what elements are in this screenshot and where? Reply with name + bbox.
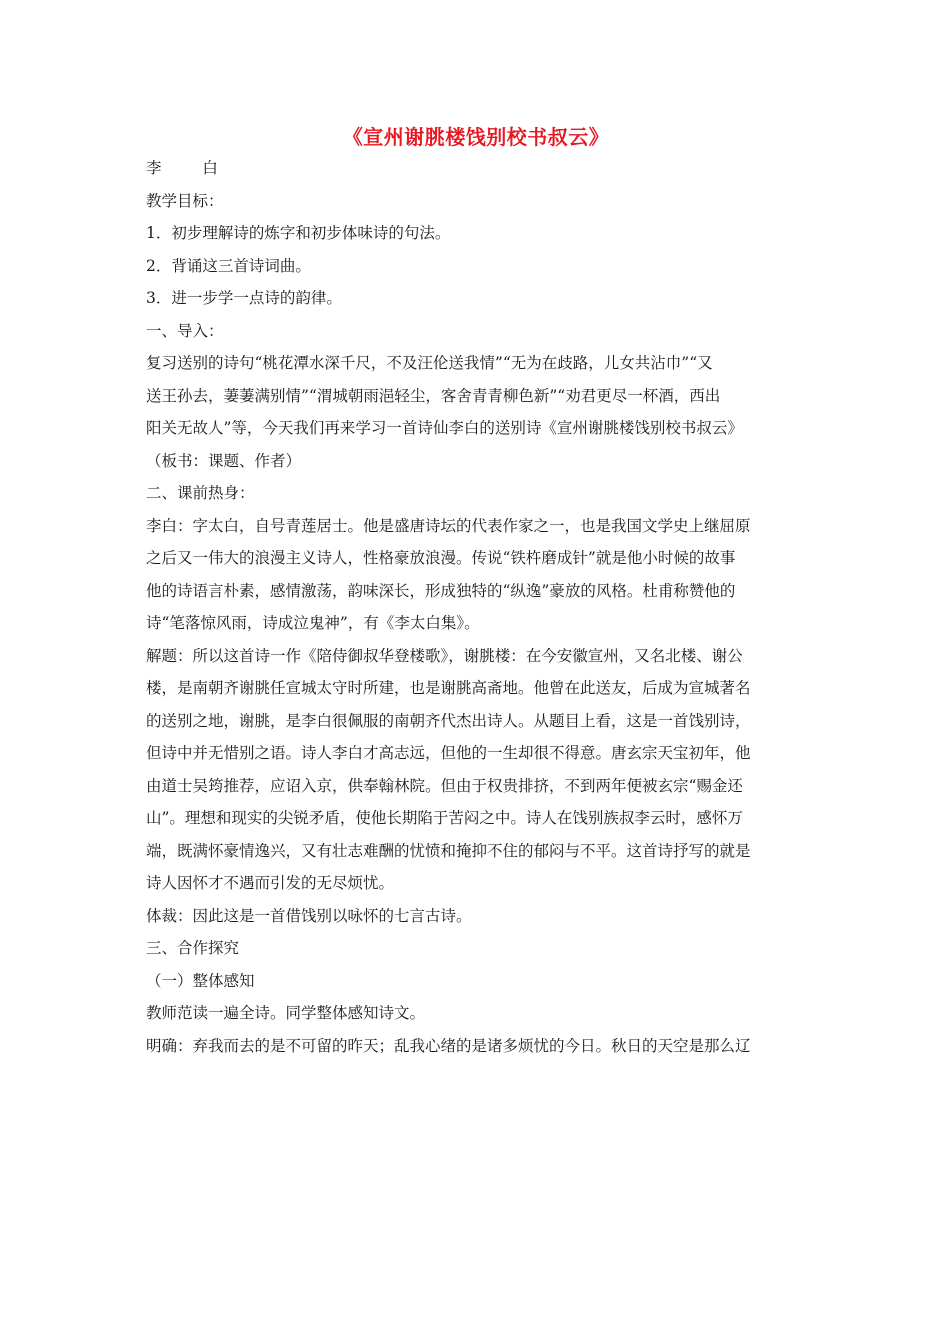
title-explanation-paragraph bbox=[146, 640, 806, 900]
intro-paragraph bbox=[146, 347, 806, 445]
paragraph-line: 楼，是南朝齐谢朓任宣城太守时所建，也是谢朓高斋地。他曾在此送友，后成为宣城著名 bbox=[146, 679, 751, 697]
paragraph-line: 的送别之地，谢朓，是李白很佩服的南朝齐代杰出诗人。从题目上看，这是一首饯别诗， bbox=[146, 711, 751, 730]
paragraph-line: 复习送别的诗句“桃花潭水深千尺，不及汪伦送我情”“无为在歧路，儿女共沾巾”“又 bbox=[146, 354, 713, 372]
section-heading-explore: 三、合作探究 bbox=[146, 939, 240, 957]
document-page bbox=[146, 124, 806, 1062]
objectives-heading: 教学目标： bbox=[146, 191, 224, 210]
objective-item: 2．背诵这三首诗词曲。 bbox=[146, 256, 311, 275]
paragraph-line: 送王孙去，萋萋满别情”“渭城朝雨浥轻尘，客舍青青柳色新”“劝君更尽一杯酒，西出 bbox=[146, 386, 721, 405]
board-note: （板书：课题、作者） bbox=[146, 451, 302, 470]
paragraph-line: 解题：所以这首诗一作《陪侍御叔华登楼歌》，谢朓楼：在今安徽宣州，又名北楼、谢公 bbox=[146, 646, 743, 665]
document-title: 《宣州谢朓楼饯别校书叔云》 bbox=[342, 125, 610, 149]
paragraph-line: 李白：字太白，自号青莲居士。他是盛唐诗坛的代表作家之一，也是我国文学史上继屈原 bbox=[146, 516, 751, 535]
author-name: 李 白 bbox=[146, 159, 236, 177]
paragraph-line: 之后又一伟大的浪漫主义诗人，性格豪放浪漫。传说“铁杵磨成针”就是他小时候的故事 bbox=[146, 549, 736, 567]
paragraph-line: 他的诗语言朴素，感情激荡，韵味深长，形成独特的“纵逸”豪放的风格。杜甫称赞他的 bbox=[146, 581, 736, 600]
author-bio-paragraph bbox=[146, 510, 806, 640]
paragraph-line: 端，既满怀豪情逸兴，又有壮志难酬的忧愤和掩抑不住的郁闷与不平。这首诗抒写的就是 bbox=[146, 841, 751, 860]
paragraph-line: 阳关无故人”等，今天我们再来学习一首诗仙李白的送别诗《宣州谢朓楼饯别校书叔云》 bbox=[146, 419, 743, 437]
section-heading-warmup: 二、课前热身： bbox=[146, 484, 255, 502]
objective-item: 3．进一步学一点诗的韵律。 bbox=[146, 289, 342, 307]
teacher-reading-note: 教师范读一遍全诗。同学整体感知诗文。 bbox=[146, 1004, 426, 1022]
subsection-heading-overview: （一）整体感知 bbox=[146, 971, 255, 990]
paragraph-line: 山”。理想和现实的尖锐矛盾，使他长期陷于苦闷之中。诗人在饯别族叔李云时，感怀万 bbox=[146, 809, 743, 827]
paragraph-line: 诗人因怀才不遇而引发的无尽烦忧。 bbox=[146, 874, 395, 892]
paragraph-line: 由道士吴筠推荐，应诏入京，供奉翰林院。但由于权贵排挤，不到两年便被玄宗“赐金还 bbox=[146, 776, 743, 795]
objective-item: 1．初步理解诗的炼字和初步体味诗的句法。 bbox=[146, 224, 451, 242]
genre-note: 体裁：因此这是一首借饯别以咏怀的七言古诗。 bbox=[146, 906, 472, 925]
paragraph-line: 但诗中并无惜别之语。诗人李白才高志远，但他的一生却很不得意。唐玄宗天宝初年，他 bbox=[146, 744, 751, 762]
section-heading-intro: 一、导入： bbox=[146, 321, 224, 340]
clarification-line: 明确：弃我而去的是不可留的昨天；乱我心绪的是诸多烦忧的今日。秋日的天空是那么辽 bbox=[146, 1036, 751, 1055]
paragraph-line: 诗“笔落惊风雨，诗成泣鬼神”，有《李太白集》。 bbox=[146, 614, 480, 632]
